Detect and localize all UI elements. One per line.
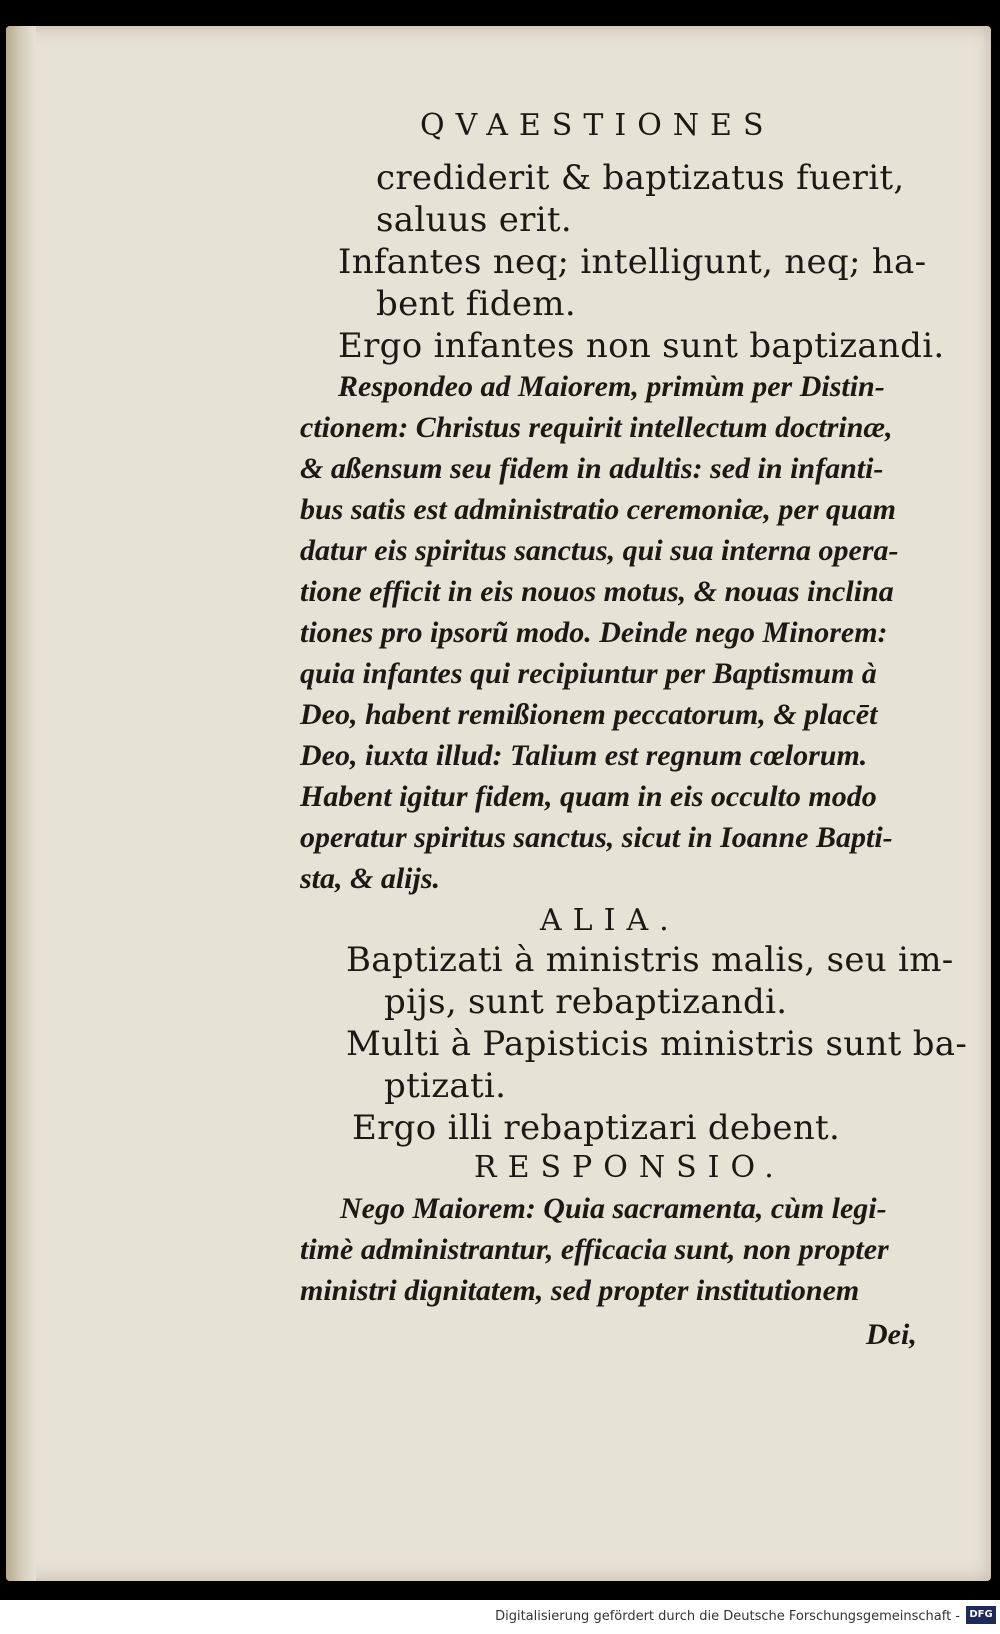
response-1-line: bus satis est administratio ceremoniæ, per quam [300,493,896,526]
heading-responsio: RESPONSIO. [474,1150,785,1185]
catchword: Dei, [866,1318,917,1351]
response-1-line: Habent igitur fidem, quam in eis occulto modo [300,780,877,813]
syllogism-2-line: Multi à Papisticis ministris sunt ba- [346,1024,968,1064]
response-2-line: timè administrantur, efficacia sunt, non propter [300,1233,889,1266]
response-1-line: tione efficit in eis nouos motus, & nouas inclina [300,575,894,608]
response-1-line: tiones pro ipsorũ modo. Deinde nego Minorem: [300,616,888,649]
syllogism-2-line: Baptizati à ministris malis, seu im- [346,940,954,980]
syllogism-2-line: Ergo illi rebaptizari debent. [352,1108,841,1148]
response-1-line: Respondeo ad Maiorem, primùm per Distin- [338,370,885,403]
dfg-logo: DFG [966,1606,996,1624]
syllogism-1-line: saluus erit. [376,200,572,240]
funding-note: Digitalisierung gefördert durch die Deutsche Forschungsgemeinschaft - [495,1609,960,1624]
response-1-line: sta, & alijs. [300,862,441,895]
response-1-line: quia infantes qui recipiuntur per Baptismum à [300,657,877,690]
response-1-line: Deo, habent remißionem peccatorum, & placēt [300,698,878,731]
syllogism-1-line: Infantes neq; intelligunt, neq; ha- [338,242,927,282]
digitization-footer [0,1600,1000,1634]
syllogism-2-line: pijs, sunt rebaptizandi. [384,982,788,1022]
response-2-line: Nego Maiorem: Quia sacramenta, cùm legi- [340,1192,887,1225]
response-1-line: datur eis spiritus sanctus, qui sua interna opera- [300,534,899,567]
running-head: QVAESTIONES [420,108,775,143]
response-1-line: ctionem: Christus requirit intellectum doctrinæ, [300,411,893,444]
syllogism-1-line: Ergo infantes non sunt baptizandi. [338,326,945,366]
response-2-line: ministri dignitatem, sed propter institutionem [300,1274,860,1307]
response-1-line: & aßensum seu fidem in adultis: sed in infanti- [300,452,884,485]
heading-alia: ALIA. [540,903,680,938]
syllogism-1-line: bent fidem. [376,284,576,324]
response-1-line: Deo, iuxta illud: Talium est regnum cœlorum. [300,739,868,772]
response-1-line: operatur spiritus sanctus, sicut in Ioanne Bapti- [300,821,893,854]
syllogism-2-line: ptizati. [384,1066,507,1106]
syllogism-1-line: crediderit & baptizatus fuerit, [376,158,905,198]
